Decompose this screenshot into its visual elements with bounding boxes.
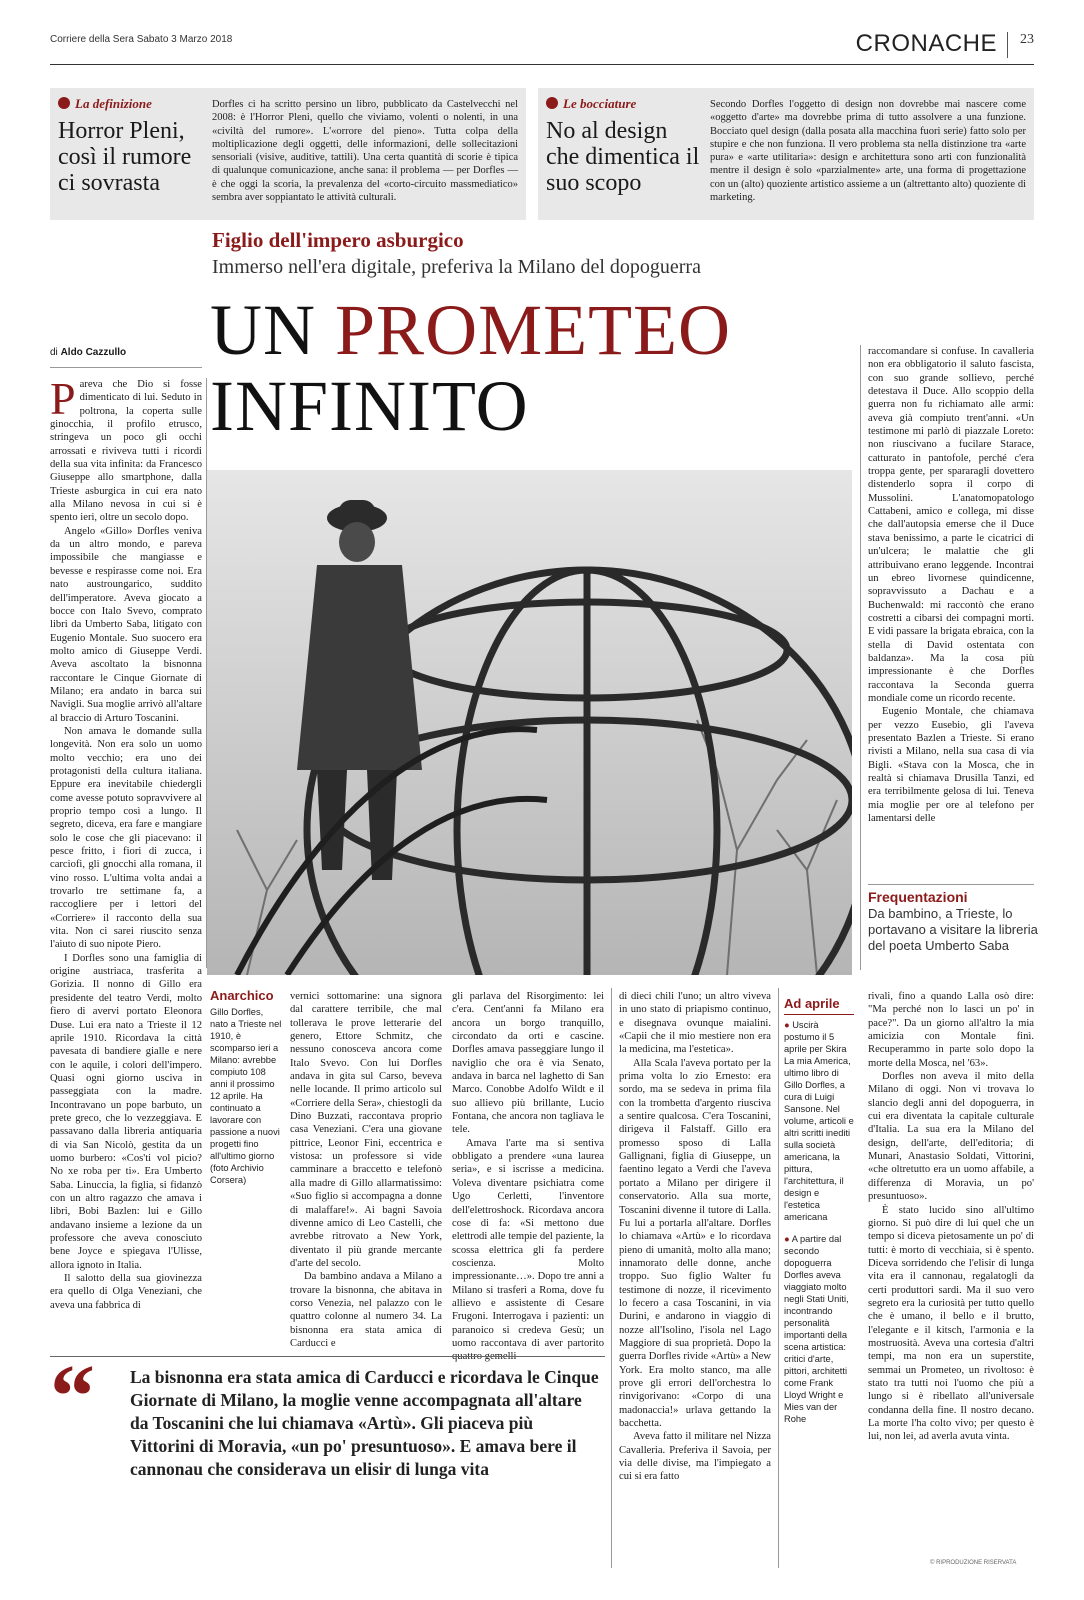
ad-aprile-body-2: ● A partire dal secondo dopoguerra Dorfles aveva viaggiato molto negli Stati Uniti, incontrando personalità importanti della scena artistica: critici d'arte, pittori, architetti come Frank Lloyd Wright e Mies van der Rohe — [784, 1234, 849, 1424]
ad-aprile-body-1: ● Uscirà postumo il 5 aprile per Skira La mia America, ultimo libro di Gillo Dorfles, a cura di Luigi Sansone. Nel volume, articoli e altri scritti inediti sulla società americana, la pittura, l'architettura, il design e l'estetica americana — [784, 1020, 854, 1222]
definition-kicker — [58, 96, 152, 112]
quote-rule — [50, 1356, 605, 1357]
photo-illustration — [207, 470, 852, 975]
column-divider — [778, 988, 779, 1568]
ad-aprile-text-2: A partire dal secondo dopoguerra Dorfles aveva viaggiato molto negli Stati Uniti, incontrando personalità importanti della scena artistica: critici d'arte, pittori, architetti come Frank Lloyd Wright e Mies van der Rohe — [784, 1234, 849, 1424]
quote-mark-icon: “ — [50, 1347, 95, 1446]
arrow-down-icon — [58, 97, 70, 109]
paper-date: Corriere della Sera Sabato 3 Marzo 2018 — [50, 34, 233, 45]
headline-prometeo: PROMETEO — [335, 290, 732, 370]
col5-paragraph: di dieci chili l'uno; un altro viveva in uno stato di priapismo continuo, e disegnava ovunque maialini. «Capii che il mio mestiere non era la medicina, ma l'estetica». — [619, 991, 771, 1056]
definition-body: Dorfles ci ha scritto persino un libro, pubblicato da Castelvecchi nel 2008: è l'Horror Pleni, quello che viviamo, volenti o nolenti, in una «civiltà del rumore». L'«orrore del pieno». Tutta colpa della moltiplicazione degli oggetti, delle informazioni, delle sollecitazioni sensoriali (visive, auditive, tattili). Una certa quantità di scorie è tipica di qualunque comunicazione, anche sana: il problema — per Dorfles — è che oggi la scoria, la prevalenza del «corto-circuito massmediatico» sembra aver soppiantato le attività culturali. — [212, 99, 518, 204]
ad-aprile-sidebar — [784, 996, 854, 1425]
anarchico-body: Gillo Dorfles, nato a Trieste nel 1910, è scomparso ieri a Milano: avrebbe compiuto 108 anni il prossimo 12 aprile. Ha continuato a lavorare con passione a nuovi progetti fino all'ultimo giorno (foto Archivio Corsera) — [210, 1007, 282, 1185]
headline-un: UN — [210, 290, 335, 370]
section-title: CRONACHE — [855, 30, 997, 57]
col3-paragraph: vernici sottomarine: una signora dal carattere terribile, che mal tollerava le prove letterarie del genero, Ettore Schmitz, che nessuno conosceva ancora come Italo Svevo. Con lui Dorfles andava in gita sul Carso, beveva nelle locande. Il primo articolo sul «Corriere della Sera», chiestogli da Dino Buzzati, raccontava proprio casa Veneziani. C'era una giovane pittrice, Leonor Fini, eccentrica e vistosa: un professore si vide camminare a braccetto e telefonò alla madre di Gillo allarmatissimo: «Suo figlio si accompagna a donne di malaffare!». Ai bagni Savoia divenne amico di Leo Castelli, che avrebbe ritrovato a New York, diventato il più grande mercante d'arte del secolo. — [290, 991, 442, 1269]
column-divider — [206, 378, 207, 968]
col1-paragraph: Il salotto della sua giovinezza era quello di Olga Veneziani, che aveva una fabbrica di — [50, 1273, 202, 1311]
rejections-box — [538, 88, 1034, 220]
column-divider — [611, 988, 612, 1568]
col6-paragraph: rivali, fino a quando Lalla osò dire: "Ma perché non lo lasci un po' in pace?". Da un giorno all'altro la mia amicizia con Montale finì. Recuperammo in parte solo dopo la morte della Mosca, nel '63». — [868, 991, 1034, 1069]
frequentazioni-rule — [868, 884, 1034, 885]
col1-paragraph: I Dorfles sono una famiglia di origine austriaca, trasferita a Gorizia. Il nonno di Gillo era presidente del teatro Verdi, molto fiero di avervi portato Eleonora Duse. Lui era nato a Trieste il 12 aprile 1910. Ricordava la città pavesata di bandiere gialle e nere con le aquile, i colori dell'impero. Quasi ogni giorno usciva in passeggiata con la madre. Incontravano un pope barbuto, un prete greco, che lo vezzeggiava. E passavano dalla libreria antiquaria di via San Nicolò, gestita da un uomo burbero: «Cos'ti vol picio? No xe roba per ti». Era Umberto Saba. Linuccia, la figlia, si fidanzò con un altro ragazzo che amava i libri, Bobi Bazlen: lui e Gillo andavano insieme a lezione da un professore che aveva conosciuto bene Joyce e spiegava l'Ulisse, allora ignoto in Italia. — [50, 952, 202, 1271]
ad-aprile-title: Ad aprile — [784, 996, 840, 1011]
byline — [50, 347, 126, 358]
rejections-kicker — [546, 96, 636, 112]
col6-paragraph: Eugenio Montale, che chiamava per vezzo Eusebio, gli l'aveva presentato Bazlen a Trieste. Si erano rivisti a Milano, nella sua casa di via Bigli. «Stava con la Mosca, che in realtà si chiamava Drusilla Tanzi, ed era terribilmente gelosa di lui. Teneva mia moglie per ore al telefono per lamentarsi delle — [868, 706, 1034, 825]
col4-paragraph: gli parlava del Risorgimento: lei c'era. Cent'anni fa Milano era ancora un borgo tranquillo, circondato da orti e cascine. Dorfles amava passeggiare lungo il naviglio che ora è via Senato, andava in barca nel laghetto di San Marco. Conobbe Adolfo Wildt e il suo allievo più brillante, Lucio Fontana, che ancora non tagliava le tele. — [452, 991, 604, 1136]
ad-aprile-text-1: Uscirà postumo il 5 aprile per Skira La mia America, ultimo libro di Gillo Dorfles, a cura di Luigi Sansone. Nel volume, articoli e altri scritti inediti sulla società americana, la pittura, l'architettura, il design e l'estetica americana — [784, 1020, 854, 1222]
rejections-kicker-label: Le bocciature — [563, 96, 637, 111]
frequentazioni-body: Da bambino, a Trieste, lo portavano a visitare la libreria del poeta Umberto Saba — [868, 906, 1038, 953]
photo-gillo-dorfles — [207, 470, 852, 975]
col6-paragraph: È stato lucido sino all'ultimo giorno. Si può dire di lui quel che un tempo si diceva pietosamente un po' di tutti: è morto di vecchiaia, si è spento. Diceva sorridendo che l'elisir di lunga vita era il cannonau, regalatogli da certi produttori sardi. Ma il suo vero segreto era la curiosità per tutto quello che è umano, il bello e il brutto, l'elegante e il kitsch, l'armonia e la mostruosità. Aveva una cortesia d'altri tempi, ma non era un superstite, semmai un Prometeo, un rivoltoso: è stato tra tutti noi l'uomo che più a lungo si è ribellato all'universale condanna della fine. Il nostro decano. La morte l'ha colto vivo; per questo è lui, non lei, ad averla avuta vinta. — [868, 1204, 1034, 1443]
headline-subhead: Immerso nell'era digitale, preferiva la Milano del dopoguerra — [212, 256, 701, 278]
frequentazioni-title: Frequentazioni — [868, 889, 968, 905]
definition-box — [50, 88, 526, 220]
col6-paragraph: raccomandare si confuse. In cavalleria non era obbligatorio il saluto fascista, con suo grande sollievo, perché detestava il Duce. Allo scoppio della guerra non fu richiamato alle armi: aveva già compiuto trent'anni. «Un testimone mi parlò di piazzale Loreto: non riuscivano a fucilare Starace, catturato in pantofole, perché c'era troppa gente, per spararagli dovettero distenderlo sopra il corpo di Mussolini. L'anatomopatologo Cattabeni, amico e collega, mi disse che dall'autopsia emerse che il Duce stava benissimo, a parte le cicatrici di un'ulcera; le malattie che gli attribuivano erano leggende. Incontrai un ebreo livornese quindicenne, sopravvissuto a Dachau e a Buchenwald: mi raccontò che erano costretti a cibarsi dei compagni morti. E vidi passare la brigata ebraica, con la stella di David ostentata con baldanza». Ma la cosa più impressionante è che Dorfles raccontava la Seconda guerra mondiale come un ricordo recente. — [868, 346, 1034, 704]
col1-paragraph: Non amava le domande sulla longevità. Non era solo un uomo molto vecchio; era uno dei protagonisti della cultura italiana. Eppure era inevitabile chiedergli come avesse potuto sopravvivere al proprio tempo così a lungo. Il segreto, diceva, era fare e mangiare solo le cose che gli piacevano: il pesce fritto, i fiori di zucca, i carciofi, gli gnocchi alla romana, il vino rosso. L'ultima volta andai a trovarlo tre settimane fa, a raccogliere per i lettori del «Corriere» il racconto della sua vita. Non ci sarei riuscito senza l'aiuto di suo nipote Piero. — [50, 725, 202, 951]
article-column-5 — [619, 990, 771, 1484]
col1-paragraph: Angelo «Gillo» Dorfles veniva da un altro mondo, e pareva impossibile che mangiasse e bevesse e respirasse come noi. Era nato austroungarico, suddito dell'imperatore. Aveva giocato a bocce con Italo Svevo, comprato libri da Umberto Saba, litigato con Eugenio Montale. Suo suocero era molto amico di Giuseppe Verdi. Aveva ascoltato la bisnonna raccontare le Cinque Giornate di Milano; era andato in barca sui Navigli. Sua moglie arrivò all'altare al braccio di Arturo Toscanini. — [50, 525, 202, 724]
rejections-body: Secondo Dorfles l'oggetto di design non dovrebbe mai nascere come «oggetto d'arte» ma dovrebbe prima di tutto assolvere a una funzione. Bocciato quel design (dalla posata alla macchina fuori serie) fatto solo per stupire e che non funziona. Il vero problema sta nella distinzione tra «arte pura» e «arte utilitaria»: design e architettura sono arti con funzionalità mentre il design è solo «parzialmente» arte, una forma di progettazione con un (alto) quoziente artistico assieme a un (altrettanto alto) quoziente di marketing. — [710, 99, 1026, 204]
byline-author: Aldo Cazzullo — [60, 347, 127, 358]
copyright-note: © RIPRODUZIONE RISERVATA — [930, 1560, 1017, 1566]
anarchico-title: Anarchico — [210, 988, 274, 1003]
definition-title: Horror Pleni, così il rumore ci sovrasta — [58, 118, 192, 196]
sidebar-rule — [784, 1014, 854, 1015]
header-rule — [50, 64, 1034, 65]
article-column-6-top — [868, 345, 1034, 825]
column-divider — [860, 345, 861, 970]
arrow-down-icon — [546, 97, 558, 109]
byline-rule — [50, 367, 202, 368]
headline-kicker: Figlio dell'impero asburgico — [212, 228, 464, 252]
anarchico-sidebar — [210, 988, 282, 1186]
col3-paragraph: Da bambino andava a Milano a trovare la bisnonna, che abitava in corso Venezia, nel palazzo con le quattro colonne al numero 34. La bisnonna era stata amica di Carducci e — [290, 1271, 442, 1349]
main-headline — [210, 292, 731, 444]
definition-kicker-label: La definizione — [75, 96, 152, 111]
col5-paragraph: Aveva fatto il militare nel Nizza Cavalleria. Preferiva il Savoia, per via delle divise, ma l'impiegato a cui si era fatto — [619, 1431, 771, 1483]
col6-paragraph: Dorfles non aveva il mito della Milano di oggi. Non vi trovava lo slancio degli anni del dopoguerra, in cui era diventata la capitale culturale d'Italia. La sua era la Milano del design, dell'arte, dell'editoria; di Munari, Anastasio Soldati, Vittorini, «che oltretutto era un uomo affabile, a differenza di Moravia, un po' presuntuoso». — [868, 1071, 1034, 1203]
pull-quote: La bisnonna era stata amica di Carducci e ricordava le Cinque Giornate di Milano, la moglie venne accompagnata all'altare da Toscanini che lui chiamava «Artù». Gli piaceva più Vittorini di Moravia, «un po' presuntuoso». E amava bere il cannonau che considerava un elisir di lunga vita — [130, 1367, 599, 1479]
headline-infinito: INFINITO — [210, 366, 529, 446]
drop-cap: P — [50, 373, 76, 424]
article-column-1 — [50, 373, 202, 1312]
col1-paragraph: areva che Dio si fosse dimenticato di lui. Seduto in poltrona, la coperta sulle ginocchia, il profilo etrusco, stringeva un poco gli occhi arrossati e riviveva tutti i ricordi della sua vita infinita: da Francesco Giuseppe allo smartphone, dalla Trieste asburgica in cui era nato alla Milano nevosa in cui si è spento ieri, oltre un secolo dopo. — [50, 379, 202, 524]
byline-prefix: di — [50, 347, 58, 358]
page-number: 23 — [1020, 32, 1034, 47]
article-column-6-bottom — [868, 990, 1034, 1444]
header-divider — [1007, 32, 1008, 58]
article-column-4 — [452, 990, 604, 1364]
col5-paragraph: Alla Scala l'aveva portato per la prima volta lo zio Ernesto: era sordo, ma se sedeva in prima fila con la trombetta d'argento riusciva a sentire qualcosa. C'era Toscanini, dirigeva il Falstaff. Gillo era promesso sposo di Lalla Gallignani, figlia di Giuseppe, un faentino legato a Verdi che l'aveva portato a Milano per dirigere il conservatorio. Alla sua morte, Toscanini divenne il tutore di Lalla. Fu lui a portarla all'altare. Dorfles lo chiamava «Artù» e lo ricordava pieno di umanità, molto alla mano; innamorato delle donne, anche troppo. Suo figlio Walter fu testimone di nozze, il ricevimento lo fecero a casa Toscanini, in via Durini, e andarono in viaggio di nozze all'Isolino, l'isola nel Lago Maggiore di sua proprietà. Dopo la guerra Dorfles rivide «Artù» a New York. Era molto stanco, ma alle prove gli errori dell'orchestra lo rinvigorivano: «Corpo di una madonaccia!» urlava gettando la bacchetta. — [619, 1057, 771, 1429]
col4-paragraph: Amava l'arte ma si sentiva obbligato a prendere «una laurea seria», e si iscrisse a medicina. Voleva diventare psichiatra come Ugo Cerletti, l'inventore dell'elettroshock. Ricordava ancora cose di fa: «Si mettono due elettrodi alle tempie del paziente, la scossa elettrica gli fa perdere coscienza. Molto impressionante…». Dopo tre anni a Milano si trasferì a Roma, dove fu allievo e assistente di Cesare Frugoni. Interrogava i pazienti: un paranoico si credeva Gesù; un uomo raccontava di aver partorito — [452, 1137, 604, 1349]
rejections-title: No al design che dimentica il suo scopo — [546, 118, 700, 196]
article-column-3 — [290, 990, 442, 1350]
